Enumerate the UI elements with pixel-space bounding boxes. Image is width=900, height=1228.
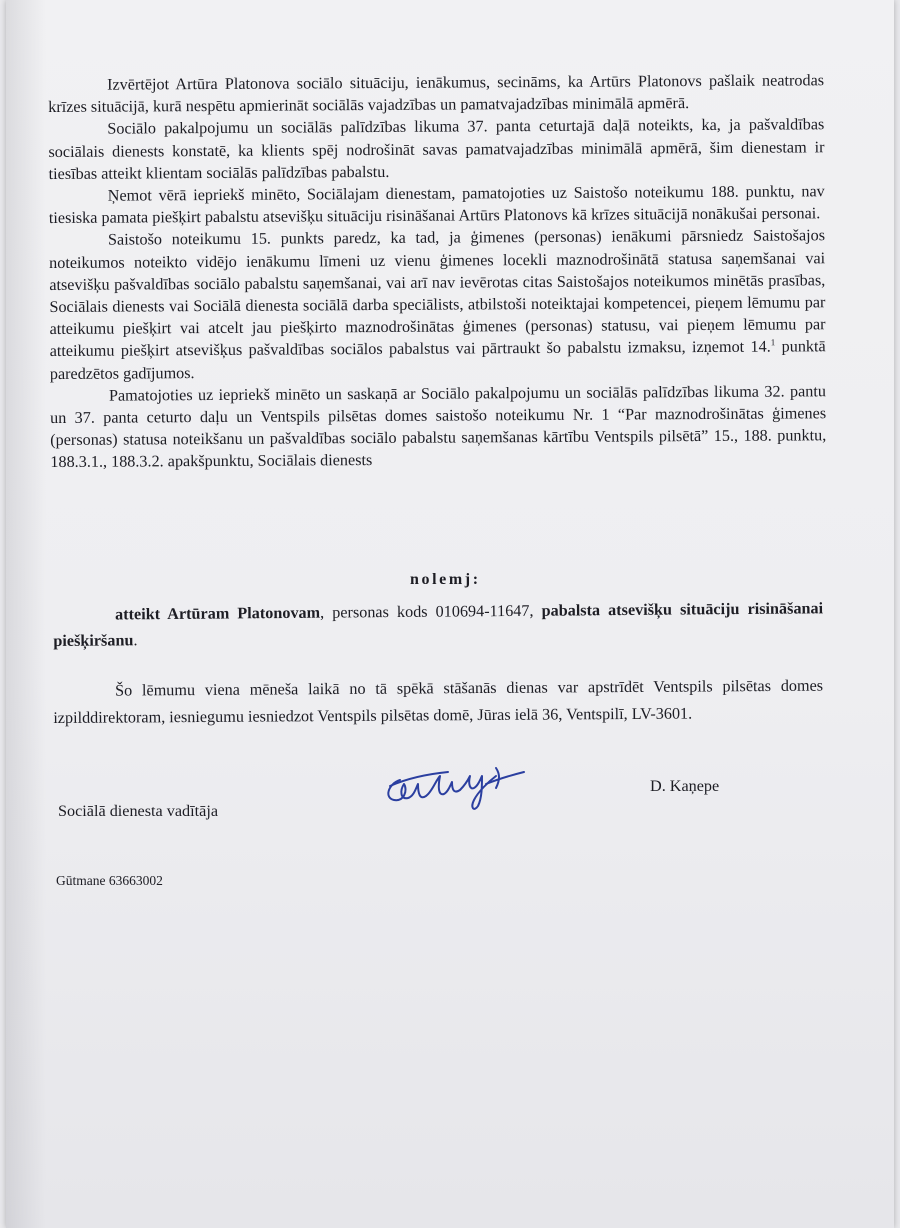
decision-heading: nolemj: <box>410 571 481 588</box>
decision-personal-code: , personas kods 010694-11647, <box>320 601 542 622</box>
paragraph-regulations-main: Saistošo noteikumu 15. punkts paredz, ka tad, ja ģimenes (personas) ienākumi pārsniedz Saistošajos noteikumos noteikto vidējo ienākumu līmeni uz vienu ģimenes locekli maznodrošinātā statusa saņemšanai vai atsevišķu pašvaldības sociālo pabalstu saņemšanai, vai arī nav ievērotas citas Saistošajos noteikumos minētās prasības, Sociālais dienests vai Sociālā dienesta sociālā darba speciālists, atbilstoši noteiktajai kompetencei, pieņem lēmumu par atteikumu piešķirt vai atcelt jau piešķirto maznodrošinātas ģimenes (personas) statusu, vai pieņem lēmumu par atteikumu piešķirt atsevišķus pašvaldības sociālos pabalstus vai pārtraukt šo pabalstu izmaksu, izņemot 14. <box>49 226 826 361</box>
superscript: 1 <box>770 337 776 348</box>
paragraph-law-article: Sociālo pakalpojumu un sociālās palīdzības likuma 37. panta ceturtajā daļā noteikts, ka, ja pašvaldības sociālais dienests konstatē, ka klients spēj nodrošināt savas pamatvajadzības minimālā apmērā, šim dienestam ir tiesības atteikt klientam sociālās palīdzības pabalstu. <box>48 115 825 183</box>
appeal-block <box>53 673 823 732</box>
decision-refusal: atteikt Artūram Platonovam <box>115 603 321 624</box>
handwritten-signature <box>378 750 538 820</box>
paragraph-conclusion: Ņemot vērā iepriekš minēto, Sociālajam dienestam, pamatojoties uz Saistošo noteikumu 188. punktu, nav tiesiska pamata piešķirt pabalstu atsevišķu situāciju risināšanai Artūrs Platonovs kā krīzes situācijā nonākušai personai. <box>48 182 825 228</box>
decision-paragraph <box>53 595 823 654</box>
paragraph-regulations-tail: punktā paredzētos gadījumos. <box>49 337 826 383</box>
decision-period: . <box>133 631 138 650</box>
paragraph-regulations <box>49 225 826 385</box>
paragraph-situation: Izvērtējot Artūra Platonova sociālo situāciju, ienākumus, secināms, ka Artūrs Platonovs pašlaik neatrodas krīzes situācijā, kurā nespētu apmierināt sociālās vajadzības un pamatvajadzības minimālā apmērā. <box>48 71 825 117</box>
document-page <box>6 0 894 1228</box>
page-shadow <box>6 0 46 1228</box>
contact-info: Gūtmane 63663002 <box>56 873 163 888</box>
paragraph-basis: Pamatojoties uz iepriekš minēto un saskaņā ar Sociālo pakalpojumu un sociālās palīdzības likuma 32. pantu un 37. panta ceturto daļu un Ventspils pilsētas domes saistošo noteikumu Nr. 1 “Par maznodrošinātas ģimenes (personas) statusa noteikšanu un pašvaldības sociālo pabalstu saņemšanas kārtību Ventspils pilsētā” 15., 188. punktu, 188.3.1., 188.3.2. apakšpunktu, Sociālais dienests <box>50 382 827 472</box>
signer-role: Sociālā dienesta vadītāja <box>58 802 219 820</box>
signer-name: D. Kaņepe <box>650 777 720 795</box>
decision-block <box>53 595 823 654</box>
appeal-paragraph: Šo lēmumu viena mēneša laikā no tā spēkā stāšanās dienas var apstrīdēt Ventspils pilsētas domes izpilddirektoram, iesniegumu iesniedzot Ventspils pilsētas domē, Jūras ielā 36, Ventspilī, LV-3601. <box>53 676 824 727</box>
document-body <box>48 69 826 473</box>
decision-benefit: pabalsta atsevišķu situāciju risināšanai piešķiršanu <box>53 599 824 650</box>
